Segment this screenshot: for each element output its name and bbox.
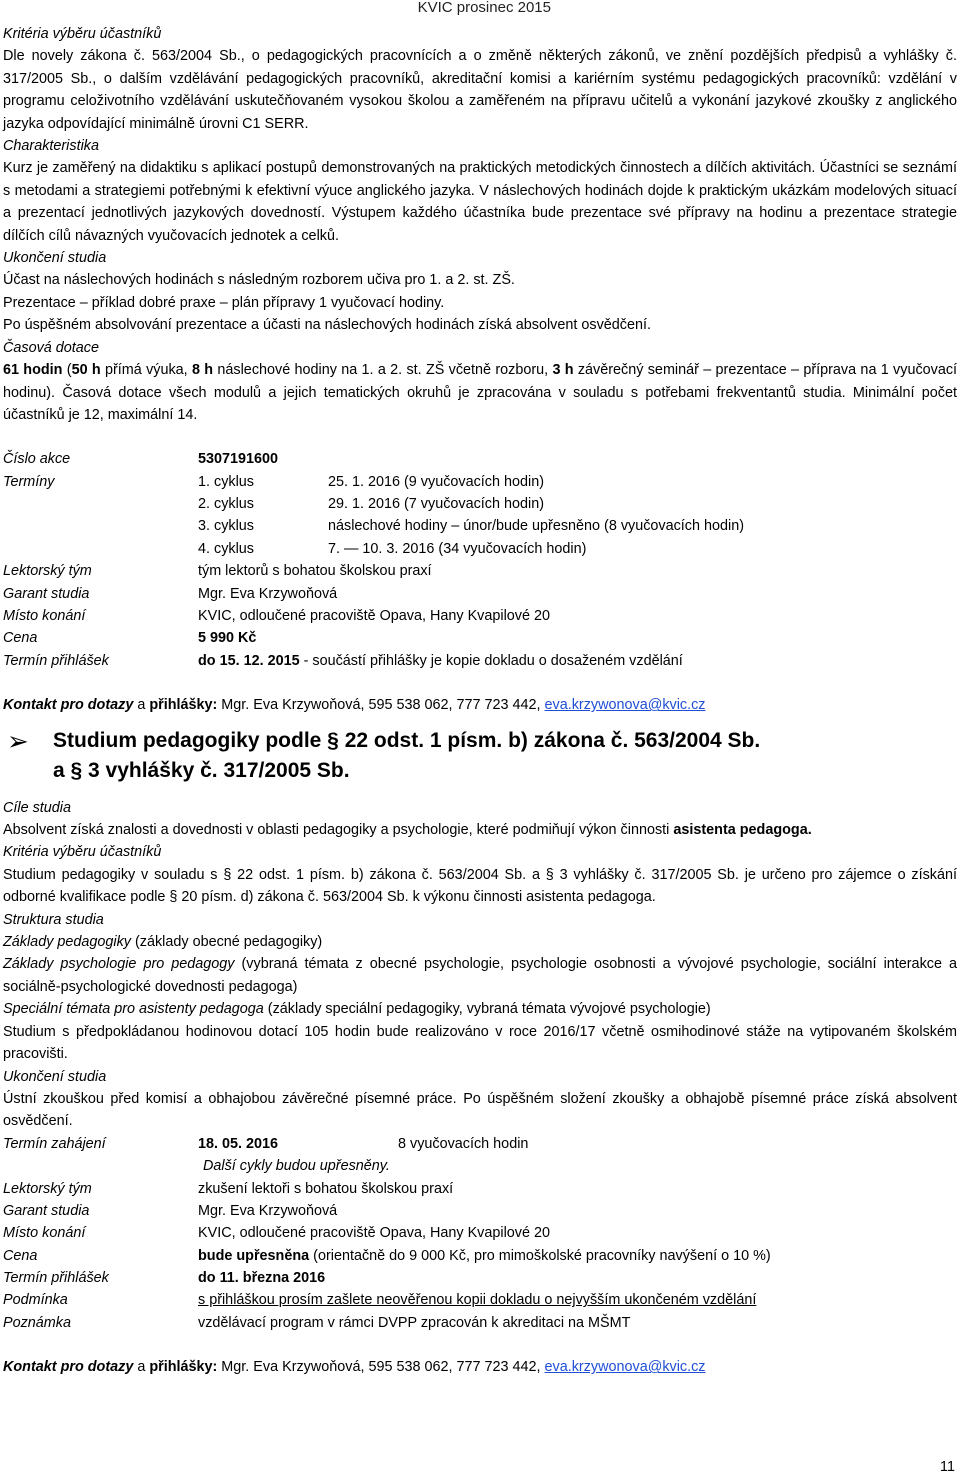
price-row: Cena 5 990 Kč [3,630,257,647]
completion-line-2: Prezentace – příklad dobré praxe – plán přípravy 1 vyučovací hodiny. [3,294,445,311]
event-number-row: Číslo akce 5307191600 [3,451,279,468]
completion-line-3: Po úspěšném absolvování prezentace a účasti na náslechových hodinách získá absolvent osvědčení. [3,317,651,334]
lecturer-row: Lektorský tým tým lektorů s bohatou školskou praxí [3,563,432,580]
cycle-row: Termíny 1. cyklus 25. 1. 2016 (9 vyučovacích hodin) [3,473,544,490]
document-page [3,23,957,1379]
guarantor-row-2: Garant studia Mgr. Eva Krzywoňová [3,1202,338,1219]
cycle-row: 2. cyklus 29. 1. 2016 (7 vyučovacích hodin) [198,496,544,513]
characteristics-text: Kurz je zaměřený na didaktiku s aplikací postupů demonstrovaných na praktických metodických činnostech a dílčích aktivitách. Účastníci se seznámí s metodami a strategiemi potřebnými k efektivní výuce anglického jazyka. V náslechových hodinách dojde k praktickým ukázkám modelových situací a prezentací jednotlivých jazykových dovedností. Výstupem každého účastníka bude prezentace své přípravy na hodinu a prezentace strategie dílčích cílů návazných vyučovacích jednotek a celků. [3,160,957,244]
criteria-label-2: Kritéria výběru účastníků [3,844,162,861]
heading-line-2: a § 3 vyhlášky č. 317/2005 Sb. [53,758,350,782]
structure-item-3: Speciální témata pro asistenty pedagoga (základy speciální pedagogiky, vybraná témata vývojové psychologie) [3,1001,711,1018]
structure-label: Struktura studia [3,911,104,928]
contact-email-link[interactable]: eva.krzywonova@kvic.cz [544,697,706,714]
contact-line: Kontakt pro dotazy a přihlášky: Mgr. Eva Krzywoňová, 595 538 062, 777 723 442, eva.krzywonova@kvic.cz [3,697,706,714]
criteria-text-2: Studium pedagogiky v souladu s § 22 odst. 1 písm. b) zákona č. 563/2004 Sb. a § 3 vyhlášky č. 317/2005 Sb. je určeno pro zájemce o získání odborné kvalifikace podle § 20 písm. d) zákona č. 563/2004 Sb. k výkonu činnosti asistenta pedagoga. [3,866,957,906]
completion-label-2: Ukončení studia [3,1068,107,1085]
completion-label: Ukončení studia [3,250,107,267]
contact-email-link-2[interactable]: eva.krzywonova@kvic.cz [544,1359,706,1376]
cycle-row: 3. cyklus náslechové hodiny – únor/bude upřesněno (8 vyučovacích hodin) [198,518,745,535]
structure-item-2: Základy psychologie pro pedagogy (vybraná témata z obecné psychologie, psychologie osobnosti a vývojové psychologie, sociální interakce a sociálně-psychologické dovednosti pedagoga) [3,956,957,995]
price-row-2: Cena bude upřesněna (orientačně do 9 000 Kč, pro mimoškolské pracovníky navýšení o 10 %) [3,1247,771,1264]
page-number: 11 [940,1458,955,1475]
arrow-bullet-icon: ➢ [7,726,29,757]
further-cycles-row: Další cykly budou upřesněny. [203,1158,390,1175]
application-deadline-row: Termín přihlášek do 15. 12. 2015 - součástí přihlášky je kopie dokladu o dosaženém vzdělání [3,652,683,669]
guarantor-row: Garant studia Mgr. Eva Krzywoňová [3,585,338,602]
venue-row: Místo konání KVIC, odloučené pracoviště Opava, Hany Kvapilové 20 [3,608,550,625]
contact-line-2: Kontakt pro dotazy a přihlášky: Mgr. Eva Krzywoňová, 595 538 062, 777 723 442, eva.krzywonova@kvic.cz [3,1359,706,1376]
criteria-label: Kritéria výběru účastníků [3,26,162,42]
note-row: Poznámka vzdělávací program v rámci DVPP zpracován k akreditaci na MŠMT [3,1314,631,1331]
section-heading [3,727,957,791]
time-allocation-text: 61 hodin (50 h přímá výuka, 8 h náslechové hodiny na 1. a 2. st. ZŠ včetně rozboru, 3 h závěrečný seminář – prezentace – příprava na 1 vyučovací hodinu). Časová dotace všech modulů a jejich tematických okruhů je zpracována v souladu s potřebami frekventantů studia. Minimální počet účastníků je 12, maximální 14. [3,362,958,423]
goals-text: Absolvent získá znalosti a dovednosti v oblasti pedagogiky a psychologie, které podmiňují výkon činnosti asistenta pedagoga. [3,822,812,839]
criteria-text: Dle novely zákona č. 563/2004 Sb., o pedagogických pracovnících a o změně některých zákonů, ve znění pozdějších předpisů a vyhlášky č. 317/2005 Sb., o dalším vzdělávání pedagogických pracovníků, akreditační komisi a kariérním systému pedagogických pracovníků: vzdělání v programu celoživotního vzdělávání uskutečňovaném vysokou školou a zaměřeném na přípravu učitelů a vykonání jazykové zkoušky z anglického jazyka odpovídající minimálně úrovni C1 SERR. [3,48,957,132]
completion-line-1: Účast na náslechových hodinách s následným rozborem učiva pro 1. a 2. st. ZŠ. [3,272,515,289]
cycle-row: 4. cyklus 7. — 10. 3. 2016 (34 vyučovacích hodin) [198,540,587,557]
structure-item-4: Studium s předpokládanou hodinovou dotací 105 hodin bude realizováno v roce 2016/17 včetně osmihodinové stáže na vytipovaném školském pracovišti. [3,1023,957,1063]
completion-text-2: Ústní zkouškou před komisí a obhajobou závěrečné písemné práce. Po úspěšném složení zkoušky a obhajobě písemné práce získá absolvent osvědčení. [3,1090,957,1130]
start-date-row: Termín zahájení 18. 05. 2016 8 vyučovacích hodin [3,1135,529,1152]
lecturer-row-2: Lektorský tým zkušení lektoři s bohatou školskou praxí [3,1180,454,1197]
heading-line-1: Studium pedagogiky podle § 22 odst. 1 písm. b) zákona č. 563/2004 Sb. [53,728,761,752]
application-deadline-row-2: Termín přihlášek do 11. března 2016 [3,1270,326,1287]
time-allocation-label: Časová dotace [3,339,99,356]
venue-row-2: Místo konání KVIC, odloučené pracoviště Opava, Hany Kvapilové 20 [3,1225,550,1242]
structure-item-1: Základy pedagogiky (základy obecné pedagogiky) [3,934,323,951]
page-header: KVIC prosinec 2015 [417,0,551,16]
characteristics-label: Charakteristika [3,138,99,155]
condition-row: Podmínka s přihláškou prosím zašlete neověřenou kopii dokladu o nejvyšším ukončeném vzdělání [3,1292,757,1309]
goals-label: Cíle studia [3,799,71,816]
